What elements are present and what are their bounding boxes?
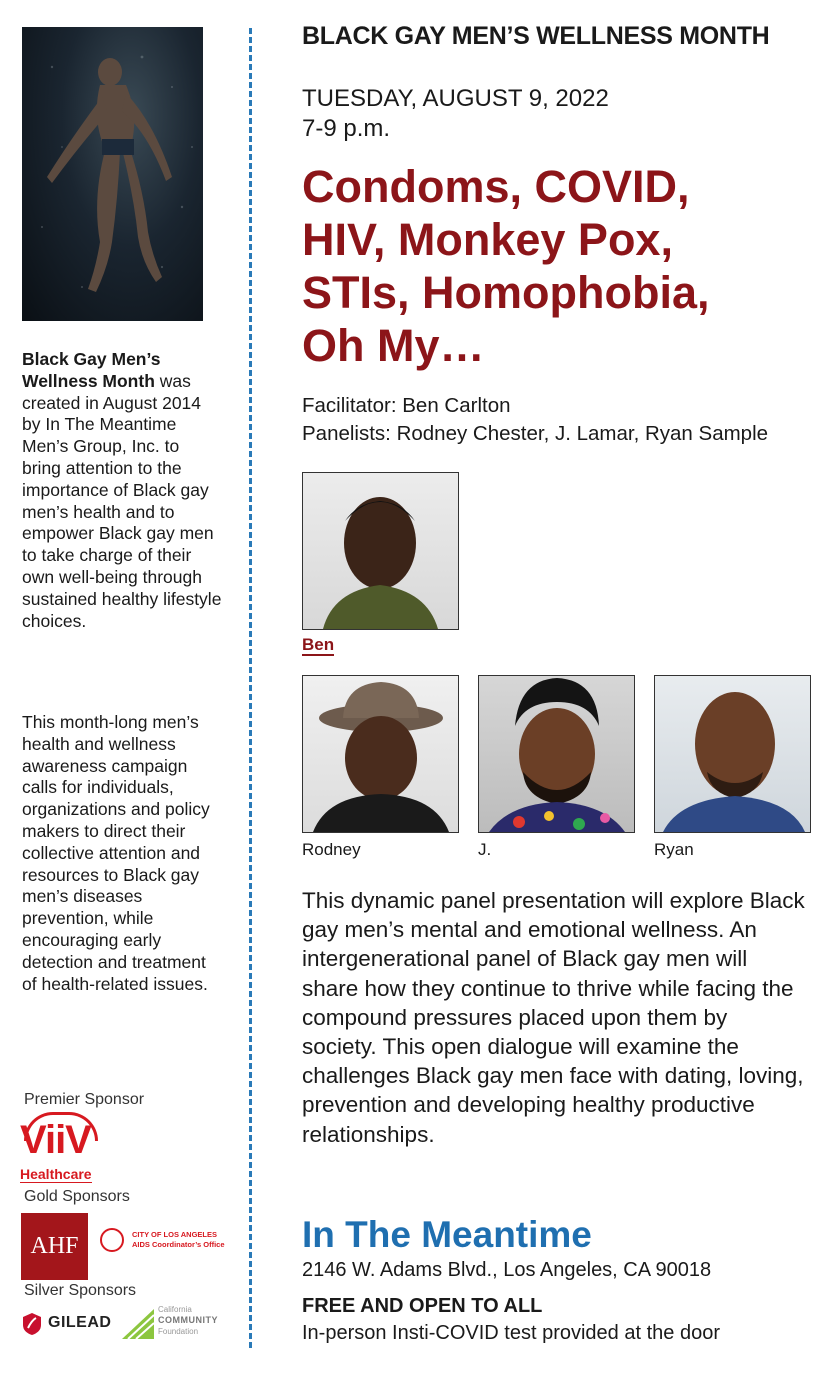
city-logo-line2: AIDS Coordinator’s Office <box>132 1240 225 1249</box>
gilead-logo-text: GILEAD <box>48 1314 112 1331</box>
ccf-line1: California <box>158 1305 192 1314</box>
event-date: TUESDAY, AUGUST 9, 2022 <box>302 85 609 112</box>
free-admission: FREE AND OPEN TO ALL <box>302 1295 543 1317</box>
panelists-credit: Panelists: Rodney Chester, J. Lamar, Ryan Sample <box>302 422 769 445</box>
column-divider <box>249 28 252 1348</box>
ben-portrait <box>303 473 458 629</box>
dancer-photo <box>22 27 203 321</box>
ben-caption: Ben <box>302 635 335 654</box>
j-lamar-photo <box>478 675 635 833</box>
ryan-portrait <box>655 676 810 832</box>
event-time: 7-9 p.m. <box>302 115 391 142</box>
facilitator-credit: Facilitator: Ben Carlton <box>302 394 511 417</box>
about-title: Black Gay Men’s Wellness Month <box>22 349 161 391</box>
headline-line-1: Condoms, COVID, <box>302 161 690 212</box>
rodney-photo <box>302 675 459 833</box>
gold-sponsors-label: Gold Sponsors <box>24 1188 130 1205</box>
city-logo-line1: CITY OF LOS ANGELES <box>132 1230 218 1239</box>
dancer-figure <box>22 27 203 321</box>
event-datetime <box>302 84 609 144</box>
gilead-logo <box>22 1310 117 1338</box>
j-caption: J. <box>478 840 492 859</box>
gilead-shield-icon <box>22 1312 42 1336</box>
california-community-foundation-logo <box>120 1303 225 1343</box>
ryan-caption: Ryan <box>654 840 694 859</box>
event-name: BLACK GAY MEN’S WELLNESS MONTH <box>302 22 770 50</box>
event-description: This dynamic panel presentation will explore Black gay men’s mental and emotional wellness. An intergenerational panel of Black gay men will share how they continue to thrive while facing the compound pressures placed upon them by society. This open dialogue will examine the challenges Black gay men face with dating, loving, prevention and developing healthy productive relationships. <box>302 888 805 1147</box>
covid-test-note: In-person Insti-COVID test provided at the door <box>302 1322 720 1344</box>
rodney-portrait <box>303 676 458 832</box>
ryan-photo <box>654 675 811 833</box>
ahf-logo: AHF <box>21 1213 88 1280</box>
rodney-caption: Rodney <box>302 840 361 859</box>
j-lamar-portrait <box>479 676 634 832</box>
silver-sponsors-label: Silver Sponsors <box>24 1282 137 1299</box>
viiv-healthcare-logo <box>20 1112 105 1184</box>
venue-address: 2146 W. Adams Blvd., Los Angeles, CA 90018 <box>302 1259 712 1281</box>
viiv-logo-subtext: Healthcare <box>20 1166 92 1182</box>
ben-photo <box>302 472 459 630</box>
headline-line-2: HIV, Monkey Pox, <box>302 214 673 265</box>
headline-line-3: STIs, Homophobia, <box>302 267 710 318</box>
credits <box>302 392 768 448</box>
city-la-aids-office-logo <box>100 1226 225 1260</box>
viiv-logo-text: ViiV <box>20 1118 91 1162</box>
premier-sponsor-label: Premier Sponsor <box>24 1091 145 1108</box>
event-headline <box>302 160 812 372</box>
about-paragraph <box>22 349 222 632</box>
ccf-line3: Foundation <box>158 1327 199 1336</box>
campaign-paragraph: This month-long men’s health and wellness awareness campaign calls for individuals, organizations and policy makers to direct their collective attention and resources to Black gay men’s diseases prevention, while encouraging early detection and treatment of health-related issues. <box>22 712 210 994</box>
venue-name: In The Meantime <box>302 1214 592 1255</box>
ccf-leaf-icon <box>120 1305 156 1341</box>
city-seal-icon <box>100 1228 124 1252</box>
headline-line-4: Oh My… <box>302 320 485 371</box>
ccf-line2: COMMUNITY <box>158 1315 218 1325</box>
about-body: was created in August 2014 by In The Meantime Men’s Group, Inc. to bring attention to the importance of Black gay men’s health and to empower Black gay men to take charge of their own well-being through sustained healthy lifestyle choices. <box>22 370 222 631</box>
